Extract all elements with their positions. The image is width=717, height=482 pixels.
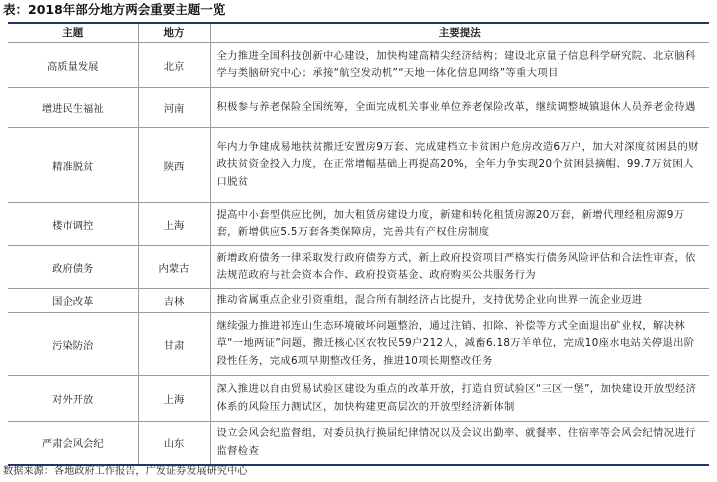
row-topic: 国企改革	[8, 289, 138, 313]
row-content: 深入推进以自由贸易试验区建设为重点的改革开放，打造自贸试验区“三区一堡”，加快建设开放型经济体系的风险压力测试区，加快构建更高层次的开放型经济新体制	[210, 376, 709, 422]
row-content: 全力推进全国科技创新中心建设，加快构建高精尖经济结构；建设北京量子信息科学研究院、北京脑科学与类脑研究中心；承接“航空发动机”“天地一体化信息网络”等重大项目	[210, 43, 709, 88]
row-topic: 精准脱贫	[8, 128, 138, 203]
row-content: 新增政府债务一律采取发行政府债券方式，新上政府投资项目严格实行债务风险评估和合法性审查，依法规范政府与社会资本合作、政府投资基金、政府购买公共服务行为	[210, 246, 709, 289]
header-region: 地方	[138, 24, 210, 43]
row-topic: 楼市调控	[8, 203, 138, 246]
table-row	[8, 88, 709, 128]
table-header-row	[8, 24, 709, 43]
row-content: 提高中小套型供应比例，加大租赁房建设力度，新建和转化租赁房源20万套，新增代理经租房源9万套，新增供应5.5万套各类保障房，完善共有产权住房制度	[210, 203, 709, 246]
header-topic: 主题	[8, 24, 138, 43]
table-row	[8, 313, 709, 376]
row-region: 陕西	[138, 128, 210, 203]
table-row	[8, 422, 709, 464]
row-content: 年内力争建成易地扶贫搬迁安置房9万套、完成建档立卡贫困户危房改造6万户，加大对深度贫困县的财政扶贫资金投入力度，在正常增幅基础上再提高20%，全年力争实现20个贫困县摘帽、99.7万贫困人口脱贫	[210, 128, 709, 203]
table-row	[8, 128, 709, 203]
table-title: 表：2018年部分地方两会重要主题一览	[3, 2, 226, 17]
row-topic: 高质量发展	[8, 43, 138, 88]
policy-table-container	[8, 22, 709, 466]
row-content: 设立会风会纪监督组，对委员执行换届纪律情况以及会议出勤率、就餐率、住宿率等会风会纪情况进行监督检查	[210, 422, 709, 464]
row-region: 甘肃	[138, 313, 210, 376]
table-row	[8, 246, 709, 289]
row-region: 上海	[138, 376, 210, 422]
row-topic: 严肃会风会纪	[8, 422, 138, 464]
policy-table	[8, 24, 709, 464]
row-topic: 政府债务	[8, 246, 138, 289]
row-region: 上海	[138, 203, 210, 246]
table-row	[8, 43, 709, 88]
table-row	[8, 289, 709, 313]
row-region: 吉林	[138, 289, 210, 313]
table-row	[8, 376, 709, 422]
row-region: 河南	[138, 88, 210, 128]
row-topic: 对外开放	[8, 376, 138, 422]
row-topic: 增进民生福祉	[8, 88, 138, 128]
row-region: 山东	[138, 422, 210, 464]
data-source-note: 数据来源：各地政府工作报告，广发证券发展研究中心	[3, 466, 248, 477]
row-content: 积极参与养老保险全国统筹，全面完成机关事业单位养老保险改革，继续调整城镇退休人员养老金待遇	[210, 88, 709, 128]
table-row	[8, 203, 709, 246]
row-region: 北京	[138, 43, 210, 88]
row-topic: 污染防治	[8, 313, 138, 376]
row-content: 推动省属重点企业引资重组，混合所有制经济占比提升，支持优势企业向世界一流企业迈进	[210, 289, 709, 313]
row-content: 继续强力推进祁连山生态环境破坏问题整治，通过注销、扣除、补偿等方式全面退出矿业权，解决林草“一地两证”问题，搬迁核心区农牧民59户212人，减畜6.18万羊单位，完成10座水电站关停退出阶段性任务，完成6项早期整改任务，推进10项长期整改任务	[210, 313, 709, 376]
row-region: 内蒙古	[138, 246, 210, 289]
header-content: 主要提法	[210, 24, 709, 43]
